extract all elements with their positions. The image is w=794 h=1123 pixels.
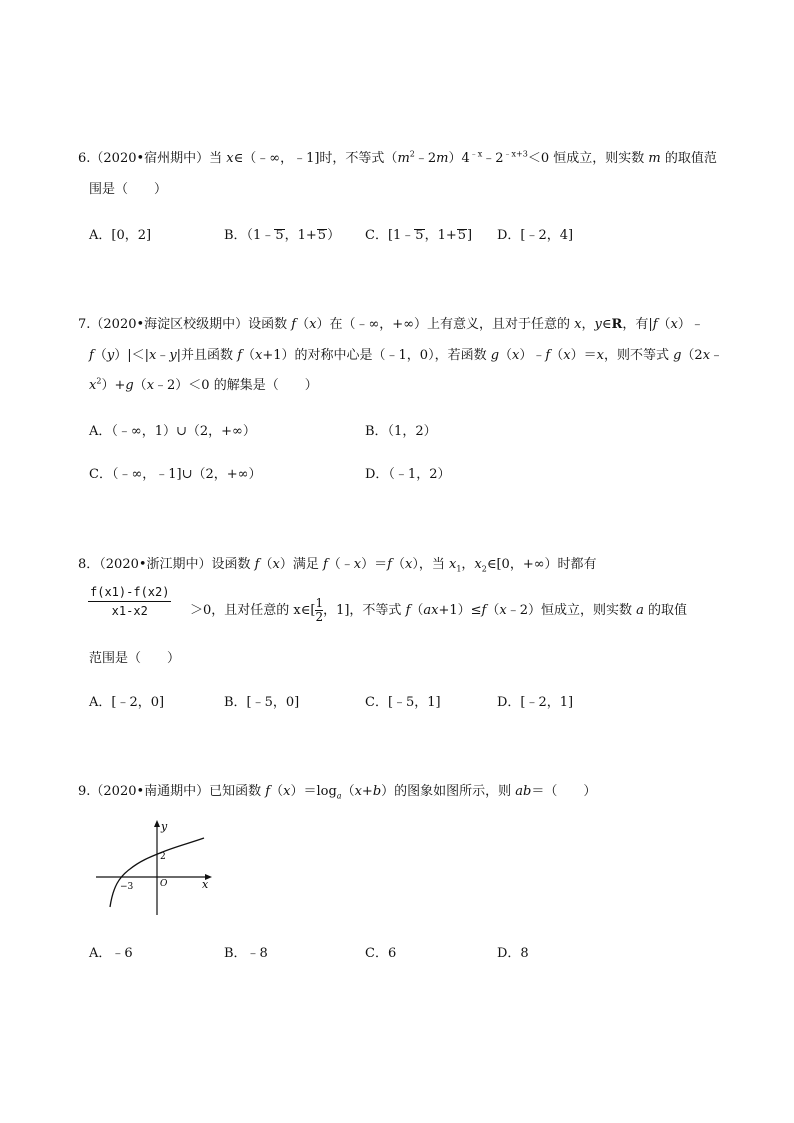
q7-stem-line1: 7.（2020•海淀区校级期中）设函数 f（x）在（﹣∞，+∞）上有意义，且对于任意的 x，y∈R，有|f（x）﹣ xyxy=(78,317,704,332)
q6-option-d: D．[﹣2，4] xyxy=(497,228,574,243)
q8-option-d: D．[﹣2，1] xyxy=(497,695,574,710)
q6-option-a: A．[0，2] xyxy=(89,228,152,243)
q9-option-d: D．8 xyxy=(497,946,529,961)
q7-option-d: D．（﹣1，2） xyxy=(365,467,451,482)
q9-stem-line1: 9.（2020•南通期中）已知函数 $f(x)=\log_a(x+b)$的图象如图所示，则 ab＝（ ） xyxy=(78,784,597,801)
graph-y-label: y xyxy=(161,820,168,833)
q6-stem-line2: 围是（ ） xyxy=(89,182,168,197)
q9-option-a: A．﹣6 xyxy=(89,946,133,961)
q8-option-c: C．[﹣5，1] xyxy=(365,695,441,710)
q6-stem-line1: 6.（2020•宿州期中）当 x∈（﹣∞，﹣1]时，不等式$(m^2﹣2m)4^{﹣x}﹣2^{﹣x+3}<0$ 恒成立，则实数 m 的取值范 xyxy=(78,149,717,166)
q8-option-a: A．[﹣2，0] xyxy=(89,695,165,710)
q8-option-b: B．[﹣5，0] xyxy=(224,695,300,710)
q8-fraction-numerator: f(x1)-f(x2) xyxy=(88,585,171,602)
q6-option-c: C．[1﹣5，1+5] xyxy=(365,228,473,243)
q9-function-graph xyxy=(92,815,222,920)
q9-option-b: B．﹣8 xyxy=(224,946,268,961)
q8-fraction-denominator: x1-x2 xyxy=(111,604,148,618)
q9-option-c: C．6 xyxy=(365,946,397,961)
q8-fraction xyxy=(88,585,171,618)
q8-stem-line2: ＞0，且对任意的 x∈[ $\frac{1}{2}$ ，1]，不等式 f（ax+1）≤f（x﹣2）恒成立，则实数 a 的取值 xyxy=(190,596,688,624)
q6-option-b: B．（1﹣5，1+5） xyxy=(224,228,341,243)
q7-option-b: B．（1，2） xyxy=(365,424,437,439)
q7-stem-line2: f（y）|＜|x﹣y|并且函数 f（x+1）的对称中心是（﹣1，0），若函数 g（x）﹣f（x）＝x，则不等式 g（2x﹣ xyxy=(89,348,724,363)
q7-option-a: A．（﹣∞，1）∪（2，+∞） xyxy=(89,424,256,439)
graph-y-arrow xyxy=(154,820,160,827)
graph-x-label: x xyxy=(202,878,209,891)
q7-option-c: C．（﹣∞，﹣1]∪（2，+∞） xyxy=(89,467,262,482)
graph-y-mark: 2 xyxy=(160,852,166,862)
graph-origin-label: O xyxy=(160,879,168,889)
q8-stem-line3: 范围是（ ） xyxy=(89,651,181,666)
q8-stem-line1: 8．（2020•浙江期中）设函数 f（x）满足 f（﹣x）＝f（x），当 $x_1$，$x_2\in[0$，+∞）时都有 xyxy=(78,557,597,574)
q7-stem-line3: $x^2)+g(x﹣2)<0$ 的解集是（ ） xyxy=(89,376,318,393)
graph-x-mark: −3 xyxy=(120,882,134,892)
